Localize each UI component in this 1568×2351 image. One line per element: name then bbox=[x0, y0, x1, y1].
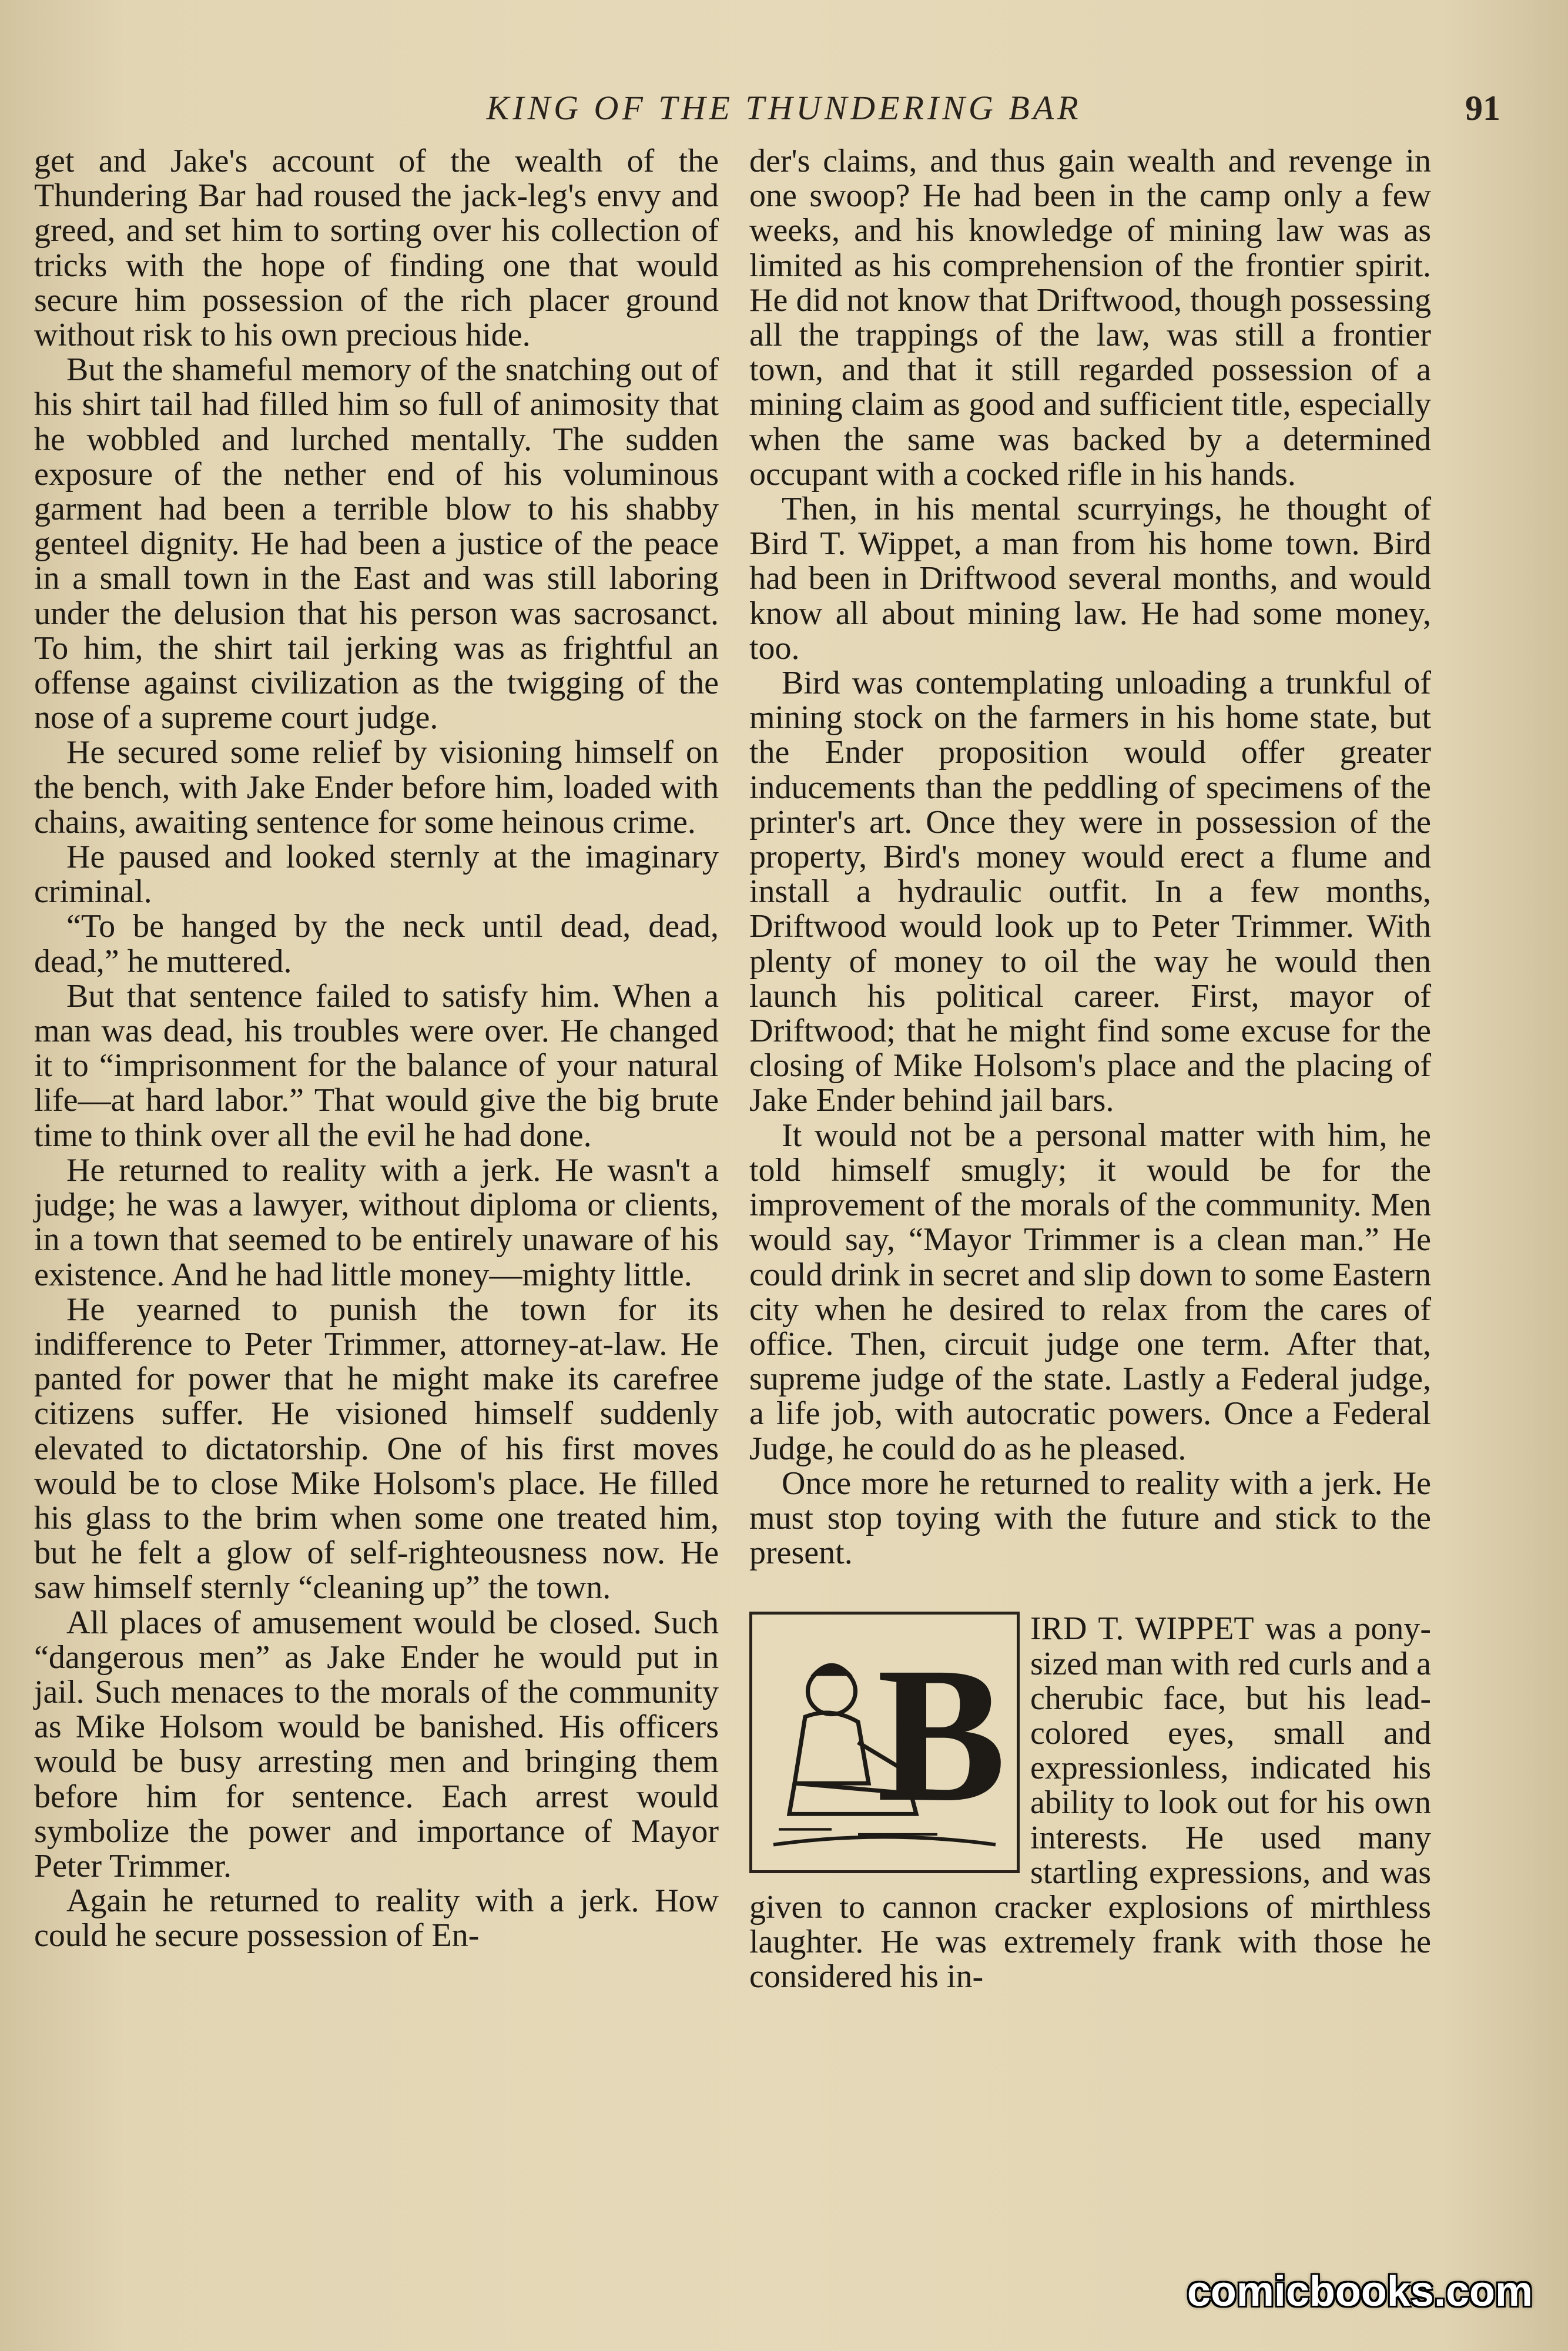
page-number: 91 bbox=[1465, 89, 1500, 128]
paragraph: Bird was contemplating unloading a trunkful of mining stock on the farmers in his home state, but the Ender proposition would offer greater inducements than the peddling of specimens of the printer's art. Once they were in possession of the property, Bird's money would erect a flume and install a hydraulic outfit. In a few months, Driftwood would look up to Peter Trimmer. With plenty of money to oil the way he would then launch his political career. First, mayor of Driftwood; that he might find some excuse for the closing of Mike Holsom's place and the placing of Jake Ender behind jail bars. bbox=[749, 665, 1431, 1119]
paragraph: Then, in his mental scurryings, he thought of Bird T. Wippet, a man from his home town. Bird had been in Driftwood several months, and would know all about mining law. He had some money, too. bbox=[749, 491, 1431, 667]
paragraph: IRD T. WIPPET was a pony-sized man with red curls and a cherubic face, but his lead-colored eyes, small and expressionless, indicated his ability to look out for his own interests. He used many startling expressions, and was given to cannon cracker explosions of mirthless laughter. He was extremely frank with those he considered his in- bbox=[749, 1610, 1431, 1995]
watermark: comicbooks.com bbox=[1187, 2268, 1533, 2315]
drop-cap-illustration bbox=[749, 1612, 1020, 1873]
right-column bbox=[749, 144, 1431, 1995]
running-title: KING OF THE THUNDERING BAR bbox=[486, 89, 1082, 127]
paragraph: He secured some relief by visioning himself on the bench, with Jake Ender before him, loaded with chains, awaiting sentence for some heinous crime. bbox=[34, 734, 719, 840]
paragraph: He yearned to punish the town for its indifference to Peter Trimmer, attorney-at-law. He panted for power that he might make its carefree citizens suffer. He visioned himself suddenly elevated to dictatorship. One of his first moves would be to close Mike Holsom's place. He filled his glass to the brim when some one treated him, but he felt a glow of self-righteousness now. He saw himself sternly “cleaning up” the town. bbox=[34, 1291, 719, 1606]
left-column bbox=[34, 144, 719, 1954]
section-start bbox=[749, 1612, 1431, 1994]
paragraph: Again he returned to reality with a jerk. How could he secure possession of En- bbox=[34, 1883, 719, 1954]
paragraph: All places of amusement would be closed. Such “dangerous men” as Jake Ender he would put in jail. Such menaces to the morals of the community as Mike Holsom would be banished. His officers would be busy arresting men and bringing them before him for sentence. Each arrest would symbolize the power and importance of Mayor Peter Trimmer. bbox=[34, 1604, 719, 1884]
paragraph: But that sentence failed to satisfy him. When a man was dead, his troubles were over. He changed it to “imprisonment for the balance of your natural life—at hard labor.” That would give the big brute time to think over all the evil he had done. bbox=[34, 977, 719, 1154]
paragraph: der's claims, and thus gain wealth and revenge in one swoop? He had been in the camp only a few weeks, and his knowledge of mining law was as limited as his comprehension of the frontier spirit. He did not know that Driftwood, though possessing all the trappings of the law, was still a frontier town, and that it still regarded possession of a mining claim as good and sufficient title, especially when the same was backed by a determined occupant with a cocked rifle in his hands. bbox=[749, 143, 1431, 493]
paragraph: Once more he returned to reality with a jerk. He must stop toying with the future and stick to the present. bbox=[749, 1465, 1431, 1572]
paragraph: get and Jake's account of the wealth of the Thundering Bar had roused the jack-leg's envy and greed, and set him to sorting over his collection of tricks with the hope of finding one that would secure him possession of the rich placer ground without risk to his own precious hide. bbox=[34, 143, 719, 354]
paragraph: He returned to reality with a jerk. He wasn't a judge; he was a lawyer, without diploma or clients, in a town that seemed to be entirely unaware of his existence. And he had little money—mighty little. bbox=[34, 1151, 719, 1293]
paragraph: He paused and looked sternly at the imaginary criminal. bbox=[34, 839, 719, 910]
paragraph: It would not be a personal matter with him, he told himself smugly; it would be for the improvement of the morals of the community. Men would say, “Mayor Trimmer is a clean man.” He could drink in secret and slip down to some Eastern city when he desired to relax from the cares of office. Then, circuit judge one term. After that, supreme judge of the state. Lastly a Federal judge, a life job, with autocratic powers. Once a Federal Judge, he could do as he pleased. bbox=[749, 1117, 1431, 1467]
paragraph: But the shameful memory of the snatching out of his shirt tail had filled him so full of animosity that he wobbled and lurched mentally. The sudden exposure of the nether end of his voluminous garment had been a terrible blow to his shabby genteel dignity. He had been a justice of the peace in a small town in the East and was still laboring under the delusion that his person was sacrosanct. To him, the shirt tail jerking was as frightful an offense against civilization as the twigging of the nose of a supreme court judge. bbox=[34, 351, 719, 736]
page-header bbox=[0, 88, 1568, 135]
paragraph: “To be hanged by the neck until dead, dead, dead,” he muttered. bbox=[34, 908, 719, 980]
drop-cap-letter: B bbox=[876, 1627, 1006, 1843]
